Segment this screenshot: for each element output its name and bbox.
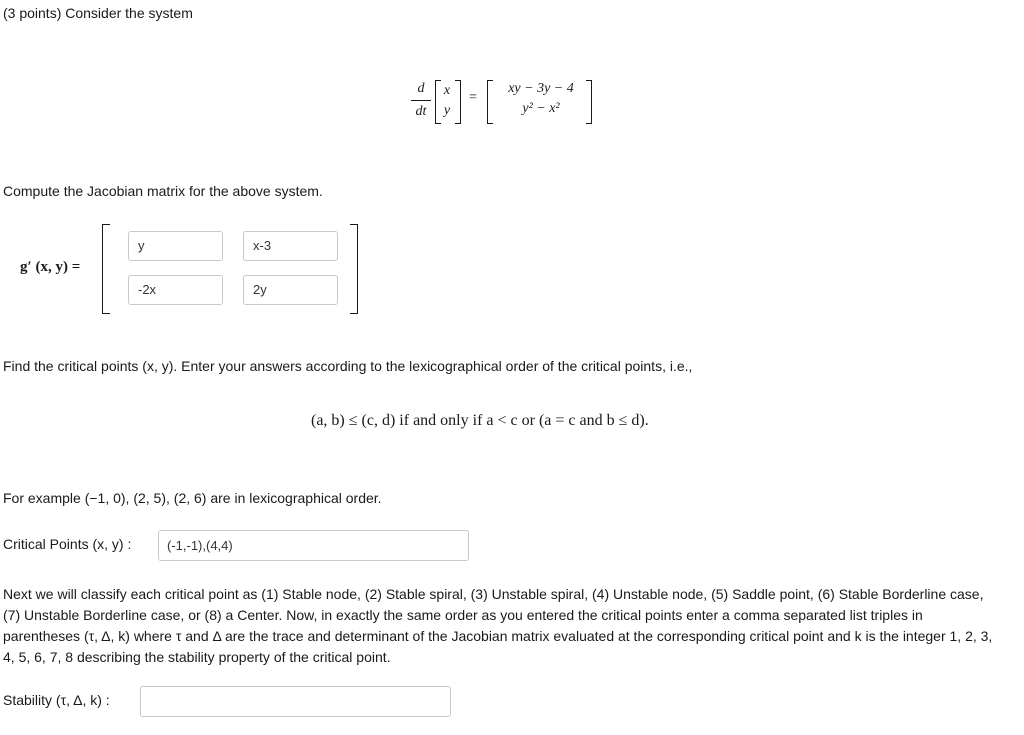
rhs-row-1: xy − 3y − 4 [508,81,574,96]
derivative-numerator: d [417,81,425,96]
lexicographic-example: For example (−1, 0), (2, 5), (2, 6) are in lexicographical order. [3,490,382,506]
jacobian-prompt: Compute the Jacobian matrix for the above system. [3,183,323,199]
jacobian-entry-r1c1[interactable]: y [128,231,223,261]
stability-instructions: Next we will classify each critical point as (1) Stable node, (2) Stable spiral, (3) Unstable spiral, (4) Unstable node, (5) Saddle point, (6) Stable Borderline case, (7) Unstable Borderline case, or (8) a Center. Now, in exactly the same order as you entered the critical points enter a comma separated list triples in parentheses (τ, Δ, k) where τ and Δ are the trace and determinant of the Jacobian matrix evaluated at the corresponding critical point and k is the integer 1, 2, 3, 4, 5, 6, 7, 8 describing the stability property of the critical point. [3,586,993,665]
derivative-operator [410,80,432,121]
state-vector-right-bracket [455,80,461,124]
state-x: x [443,83,451,98]
jacobian-right-bracket [350,224,358,314]
jacobian-left-bracket [102,224,110,314]
critical-prompt: Find the critical points (x, y). Enter your answers according to the lexicographical order of the critical points, i.e., [3,358,693,374]
critical-points-input[interactable]: (-1,-1),(4,4) [158,530,469,561]
equals-sign: = [469,90,477,105]
rhs-row-2: y² − x² [522,101,560,116]
stability-label: Stability (τ, Δ, k) : [3,692,110,708]
critical-points-label: Critical Points (x, y) : [3,536,132,552]
jacobian-entry-r2c2[interactable]: 2y [243,275,338,305]
stability-input[interactable] [140,686,451,717]
rhs-right-bracket [586,80,592,124]
lexicographic-rule: (a, b) ≤ (c, d) if and only if a < c or (a = c and b ≤ d). [311,412,649,429]
state-vector [441,81,453,121]
jacobian-entry-r1c2[interactable]: x-3 [243,231,338,261]
jacobian-label: g′ (x, y) = [20,259,81,275]
rhs-vector [493,79,589,119]
problem-header: (3 points) Consider the system [3,5,193,21]
state-y: y [443,103,451,118]
derivative-denominator: dt [415,104,427,119]
jacobian-entry-r2c1[interactable]: -2x [128,275,223,305]
